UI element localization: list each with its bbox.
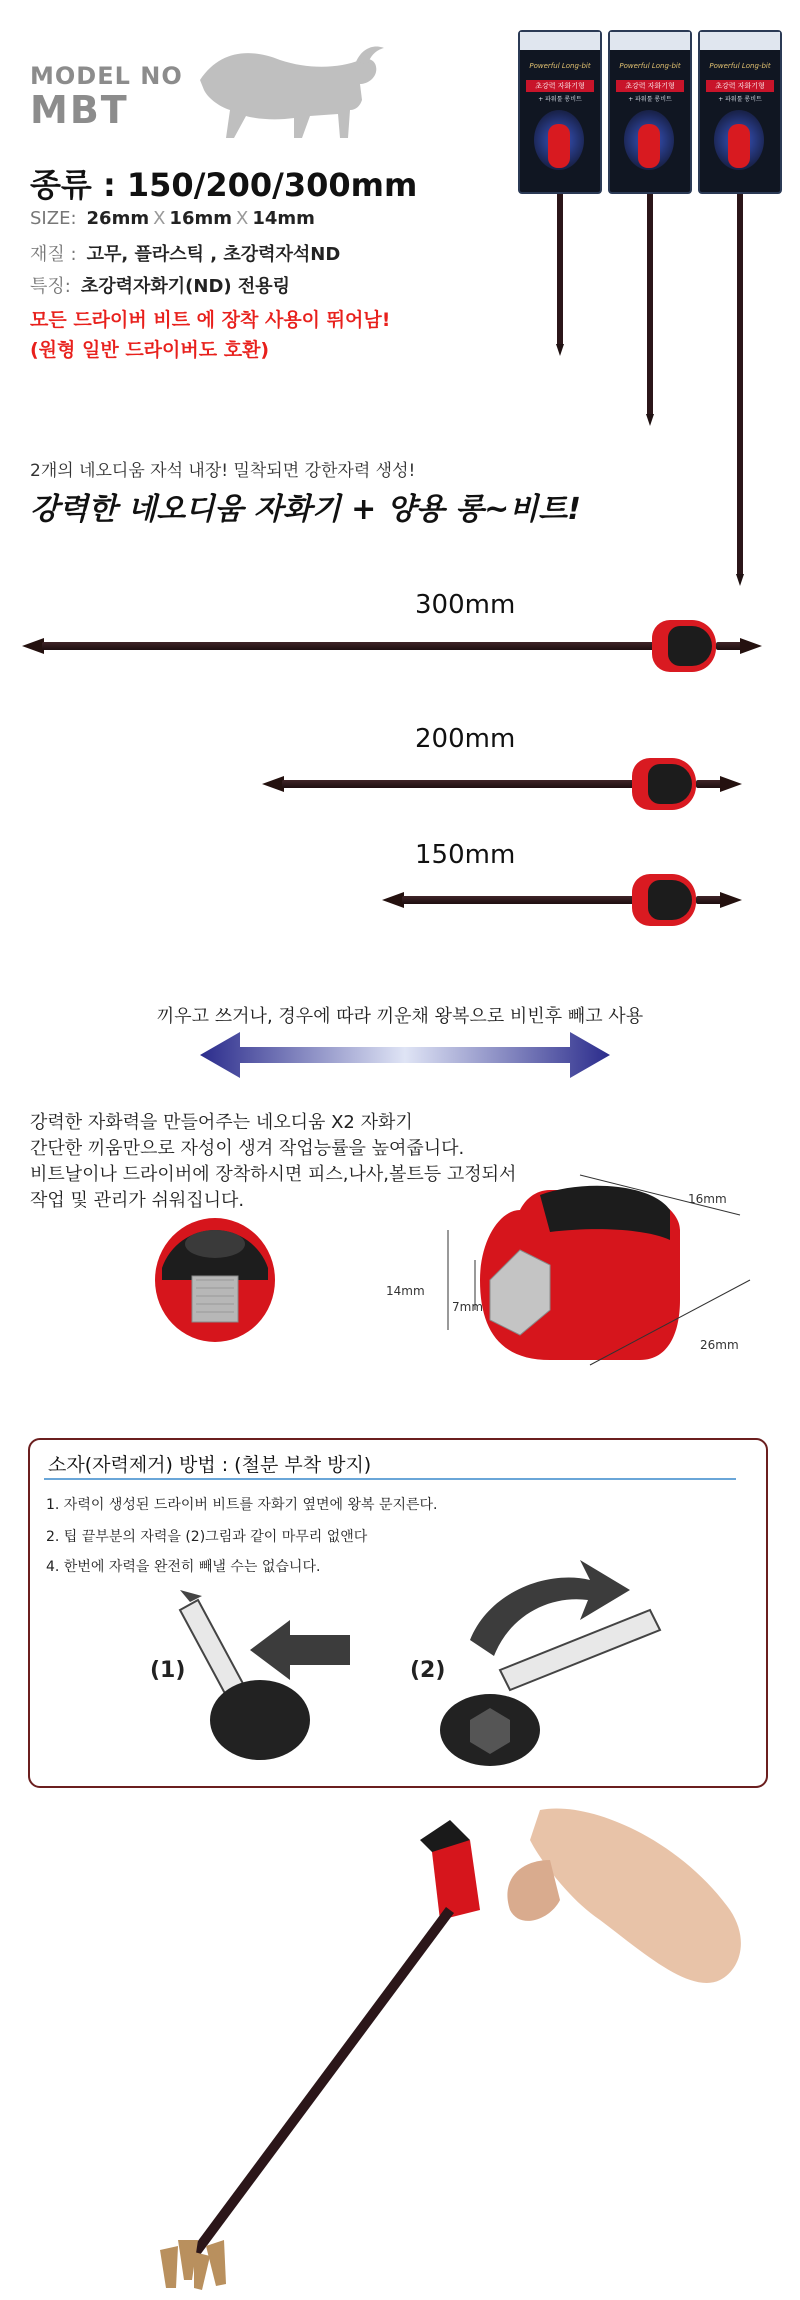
package-grip <box>638 124 660 168</box>
package-300 <box>690 30 790 586</box>
bit-shaft-end <box>696 896 722 904</box>
usage-text: 끼우고 쓰거나, 경우에 따라 끼운채 왕복으로 비빈후 빼고 사용 <box>156 1006 644 1027</box>
method-title: 소자(자력제거) 방법 : (철분 부착 방지) <box>48 1454 372 1476</box>
package-shaft <box>647 194 653 414</box>
package-shaft <box>737 194 743 574</box>
package-tip-icon <box>556 344 564 356</box>
magnetizer-cap <box>668 626 712 666</box>
material-spec <box>30 240 340 266</box>
dim-16mm: 16mm <box>688 1192 727 1206</box>
package-card <box>698 30 782 194</box>
highlight-round: (원형 일반 드라이버도 호환) <box>30 339 270 361</box>
magnetizer-front-image <box>150 1210 280 1350</box>
material-label: 재질 : <box>30 244 77 265</box>
intro-headline: 강력한 네오디움 자화기 + 양용 롱~비트! <box>30 492 581 527</box>
package-tip-icon <box>736 574 744 586</box>
feature-label: 특징: <box>30 276 71 297</box>
double-arrow-icon <box>200 1030 610 1080</box>
hand-holding-bit-image <box>120 1800 760 2290</box>
magnetizer-grip <box>632 874 696 926</box>
description-line: 작업 및 관리가 쉬워집니다. <box>30 1190 245 1211</box>
package-card <box>608 30 692 194</box>
package-top <box>700 32 780 50</box>
package-caption: + 파워툴 롱비트 <box>538 96 582 103</box>
bit-150 <box>382 888 762 912</box>
bit-tip-icon <box>720 892 742 908</box>
size-spec <box>30 208 315 229</box>
bit-tip-icon <box>740 638 762 654</box>
bit-tip-icon <box>22 638 44 654</box>
bit-label-150: 150mm <box>415 840 516 870</box>
type-line: 종류 : 150/200/300mm <box>30 166 418 204</box>
material-value: 고무, 플라스틱 , 초강력자석ND <box>86 244 341 265</box>
package-brand: Powerful Long-bit <box>709 62 771 70</box>
magnetizer-cap <box>648 880 692 920</box>
highlight-compat: 모든 드라이버 비트 에 장착 사용이 뛰어남! <box>30 309 391 331</box>
intro-line: 2개의 네오디움 자석 내장! 밀착되면 강한자력 생성! <box>30 461 416 481</box>
package-badge: 초강력 자화기형 <box>616 80 684 92</box>
package-card <box>518 30 602 194</box>
method-step: 1. 자력이 생성된 드라이버 비트를 자화기 옆면에 왕복 문지른다. <box>46 1497 438 1513</box>
package-grip <box>548 124 570 168</box>
package-grip <box>728 124 750 168</box>
size-sep-1: X <box>153 208 166 229</box>
package-shaft <box>557 194 563 344</box>
size-sep-2: X <box>235 208 249 229</box>
package-brand: Powerful Long-bit <box>529 62 591 70</box>
description-line: 강력한 자화력을 만들어주는 네오디움 X2 자화기 <box>30 1112 413 1133</box>
bit-300 <box>22 634 762 658</box>
bit-shaft-end <box>696 780 722 788</box>
bit-label-300: 300mm <box>415 590 516 620</box>
method-divider <box>44 1478 736 1480</box>
bit-200 <box>262 772 762 796</box>
magnetizer-cap <box>648 764 692 804</box>
bit-tip-icon <box>720 776 742 792</box>
figure-1-image <box>150 1590 410 1770</box>
magnetizer-grip <box>652 620 716 672</box>
bit-label-200: 200mm <box>415 724 516 754</box>
package-badge: 초강력 자화기형 <box>706 80 774 92</box>
dim-26mm: 26mm <box>700 1338 739 1352</box>
package-caption: + 파워툴 롱비트 <box>628 96 672 103</box>
package-brand: Powerful Long-bit <box>619 62 681 70</box>
figure-2-image <box>430 1560 680 1770</box>
package-top <box>610 32 690 50</box>
figure-2-label: (2) <box>410 1658 446 1683</box>
package-top <box>520 32 600 50</box>
package-200 <box>600 30 700 426</box>
size-c: 14mm <box>252 208 315 229</box>
figure-1-label: (1) <box>150 1658 186 1683</box>
size-a: 26mm <box>86 208 150 229</box>
dim-14mm: 14mm <box>386 1284 425 1298</box>
description-line: 간단한 끼움만으로 자성이 생겨 작업능률을 높여줍니다. <box>30 1138 465 1159</box>
package-caption: + 파워툴 롱비트 <box>718 96 762 103</box>
model-code: MBT <box>30 88 129 132</box>
dim-7mm: 7mm <box>452 1300 484 1314</box>
package-badge: 초강력 자화기형 <box>526 80 594 92</box>
bull-logo-icon <box>190 40 390 150</box>
bit-tip-icon <box>382 892 404 908</box>
size-label: SIZE: <box>30 208 77 229</box>
package-tip-icon <box>646 414 654 426</box>
description-line: 비트날이나 드라이버에 장착하시면 피스,나사,볼트등 고정되서 <box>30 1164 517 1185</box>
size-b: 16mm <box>169 208 232 229</box>
feature-value: 초강력자화기(ND) 전용링 <box>80 276 291 297</box>
method-step: 2. 팁 끝부분의 자력을 (2)그림과 같이 마무리 없앤다 <box>46 1529 368 1545</box>
bit-shaft <box>282 780 662 788</box>
bit-shaft-end <box>716 642 742 650</box>
model-no-label: MODEL NO <box>30 62 183 90</box>
bit-shaft <box>402 896 662 904</box>
bit-shaft <box>42 642 662 650</box>
feature-spec <box>30 272 290 298</box>
package-150 <box>510 30 610 356</box>
bit-tip-icon <box>262 776 284 792</box>
magnetizer-grip <box>632 758 696 810</box>
method-step: 4. 한번에 자력을 완전히 빼낼 수는 없습니다. <box>46 1559 321 1575</box>
